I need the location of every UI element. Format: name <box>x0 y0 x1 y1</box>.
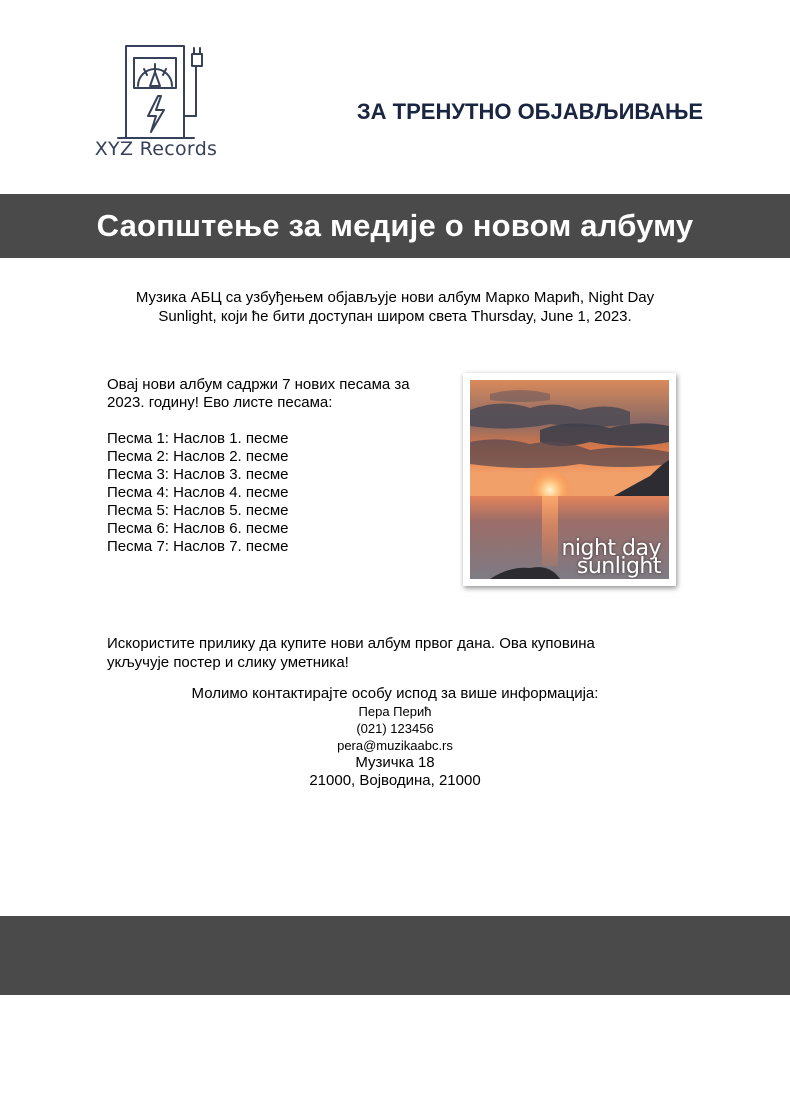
list-item: Песма 1: Наслов 1. песме <box>107 430 289 447</box>
list-item: Песма 7: Наслов 7. песме <box>107 538 289 555</box>
album-cover-title <box>561 536 661 579</box>
offer-paragraph <box>107 634 667 672</box>
album-description <box>107 376 452 556</box>
list-item: Песма 4: Наслов 4. песме <box>107 484 289 501</box>
electric-plug-icon <box>88 42 224 142</box>
intro-line-1: Музика АБЦ са узбуђењем објављује нови албум Марко Марић, Night Day <box>135 289 655 306</box>
album-intro-line-2: 2023. годину! Ево листе песама: <box>107 394 333 411</box>
page-title: Саопштење за медије о новом албуму <box>96 208 694 243</box>
album-cover-title-line-1: night day <box>561 536 661 561</box>
contact-street: Музичка 18 <box>355 754 435 771</box>
title-band <box>0 194 790 258</box>
list-item: Песма 2: Наслов 2. песме <box>107 448 289 465</box>
contact-heading: Молимо контактирајте особу испод за више информација: <box>191 685 599 702</box>
contact-block <box>95 684 695 790</box>
offer-line-1: Искористите прилику да купите нови албум првог дана. Ова куповина <box>107 635 595 652</box>
intro-paragraph <box>95 288 695 326</box>
release-tag: ЗА ТРЕНУТНО ОБЈАВЉИВАЊЕ <box>356 99 704 124</box>
list-item: Песма 5: Наслов 5. песме <box>107 502 289 519</box>
company-logo <box>88 42 224 164</box>
offer-line-2: укључује постер и слику уметника! <box>107 654 349 671</box>
album-cover-title-line-2: sunlight <box>576 554 661 579</box>
contact-name: Пера Перић <box>358 704 432 719</box>
album-intro-line-1: Овај нови албум садржи 7 нових песама за <box>107 376 410 393</box>
list-item: Песма 6: Наслов 6. песме <box>107 520 289 537</box>
contact-city: 21000, Војводина, 21000 <box>309 772 481 789</box>
contact-email: pera@muzikaabc.rs <box>337 738 453 753</box>
list-item: Песма 3: Наслов 3. песме <box>107 466 289 483</box>
contact-phone: (021) 123456 <box>356 721 434 736</box>
footer-band <box>0 916 790 995</box>
album-cover-frame <box>463 373 676 586</box>
logo-text: XYZ Records <box>94 138 218 160</box>
intro-line-2: Sunlight, који ће бити доступан широм света Thursday, June 1, 2023. <box>158 308 632 325</box>
track-list <box>107 430 452 556</box>
album-cover-image <box>470 380 669 579</box>
